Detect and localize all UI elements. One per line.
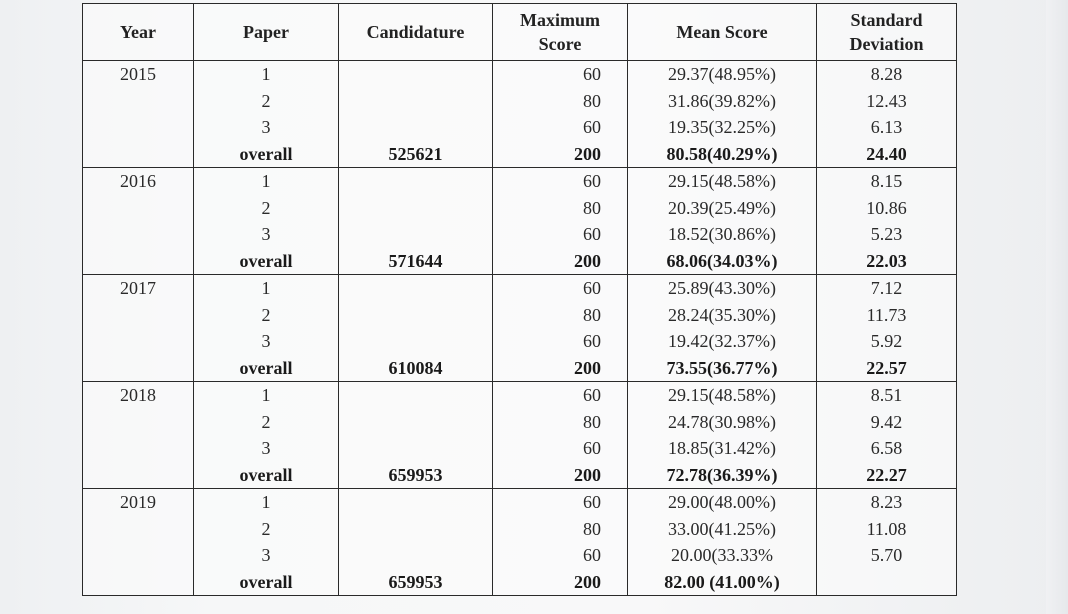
mean-score-value: 28.24(35.30%) (668, 304, 776, 325)
candidature-total: 610084 (388, 357, 443, 378)
paper-label-overall: overall (239, 250, 293, 271)
max-score-value: 60 (583, 117, 601, 137)
candidature-value (339, 302, 492, 329)
paper-label: 2 (261, 518, 271, 539)
year-label: 2016 (120, 171, 156, 191)
max-score-value: 80 (583, 411, 601, 432)
paper-label: 1 (261, 385, 271, 405)
max-score-cell (493, 275, 628, 382)
max-score-value: 60 (583, 331, 601, 351)
mean-score-cell (628, 489, 817, 596)
paper-cell (194, 382, 339, 489)
paper-cell (194, 489, 339, 596)
sd-total: 22.57 (866, 357, 907, 378)
sd-cell (817, 275, 957, 382)
candidature-value (339, 221, 492, 248)
mean-score-value: 20.00(33.33% (671, 545, 773, 565)
paper-label: 2 (261, 197, 271, 218)
max-score-cell (493, 61, 628, 168)
candidature-value (339, 435, 492, 462)
max-score-value: 60 (583, 278, 601, 298)
year-label: 2019 (120, 492, 156, 512)
year-group-2018 (83, 382, 957, 489)
header-mean-score: Mean Score (628, 4, 817, 61)
sd-value: 9.42 (870, 411, 903, 432)
mean-score-cell (628, 168, 817, 275)
year-cell (83, 61, 194, 168)
candidature-value (339, 328, 492, 355)
candidature-total: 571644 (388, 250, 443, 271)
header-sd-line2: Deviation (849, 34, 924, 54)
mean-score-total: 68.06(34.03%) (666, 250, 778, 271)
header-candidature: Candidature (339, 4, 493, 61)
sd-cell (817, 489, 957, 596)
candidature-cell (339, 489, 493, 596)
mean-score-value: 33.00(41.25%) (668, 518, 776, 539)
candidature-value (339, 168, 492, 195)
candidature-value (339, 114, 492, 141)
year-group-2017 (83, 275, 957, 382)
paper-label: 2 (261, 411, 271, 432)
sd-value: 6.13 (870, 117, 903, 137)
mean-score-total: 82.00 (41.00%) (664, 571, 780, 592)
max-score-value: 80 (583, 197, 601, 218)
mean-score-total: 80.58(40.29%) (666, 143, 778, 164)
max-score-value: 60 (583, 385, 601, 405)
paper-label: 3 (261, 224, 271, 244)
paper-label: 2 (261, 304, 271, 325)
mean-score-value: 18.52(30.86%) (668, 224, 776, 244)
paper-label-overall: overall (239, 571, 293, 592)
max-score-value: 60 (583, 492, 601, 512)
max-score-cell (493, 168, 628, 275)
mean-score-cell (628, 275, 817, 382)
candidature-cell (339, 168, 493, 275)
exam-statistics-table (82, 3, 957, 596)
mean-score-value: 19.35(32.25%) (668, 117, 776, 137)
sd-value: 11.73 (866, 304, 907, 325)
max-score-value: 60 (583, 64, 601, 84)
max-score-value: 60 (583, 171, 601, 191)
paper-label-overall: overall (239, 143, 293, 164)
paper-label: 3 (261, 117, 271, 137)
sd-value: 10.86 (866, 197, 907, 218)
mean-score-value: 29.15(48.58%) (668, 171, 776, 191)
sd-cell (817, 382, 957, 489)
candidature-value (339, 382, 492, 409)
max-score-total: 200 (574, 464, 601, 485)
sd-total: 24.40 (866, 143, 907, 164)
max-score-value: 60 (583, 545, 601, 565)
candidature-value (339, 489, 492, 516)
year-cell (83, 168, 194, 275)
paper-label-overall: overall (239, 464, 293, 485)
sd-total (817, 569, 956, 596)
sd-total: 22.03 (866, 250, 907, 271)
header-sd-line1: Standard (850, 10, 923, 30)
max-score-total: 200 (574, 571, 601, 592)
table-row (83, 168, 957, 275)
table-row (83, 61, 957, 168)
sd-total: 22.27 (866, 464, 907, 485)
sd-value: 8.23 (870, 492, 903, 512)
mean-score-total: 72.78(36.39%) (666, 464, 778, 485)
mean-score-value: 29.00(48.00%) (668, 492, 776, 512)
year-label: 2017 (120, 278, 156, 298)
year-cell (83, 489, 194, 596)
max-score-cell (493, 382, 628, 489)
sd-value: 6.58 (870, 438, 903, 458)
mean-score-value: 19.42(32.37%) (668, 331, 776, 351)
max-score-value: 80 (583, 90, 601, 111)
paper-label: 1 (261, 278, 271, 298)
paper-cell (194, 61, 339, 168)
paper-cell (194, 275, 339, 382)
sd-value: 8.15 (870, 171, 903, 191)
candidature-cell (339, 275, 493, 382)
candidature-value (339, 542, 492, 569)
header-maximum-score (493, 4, 628, 61)
header-maximum-score-line2: Score (538, 34, 582, 54)
paper-cell (194, 168, 339, 275)
page-edge-shadow (1046, 0, 1068, 614)
table-row (83, 275, 957, 382)
mean-score-total: 73.55(36.77%) (666, 357, 778, 378)
max-score-value: 60 (583, 438, 601, 458)
paper-label: 3 (261, 331, 271, 351)
sd-cell (817, 61, 957, 168)
candidature-cell (339, 382, 493, 489)
candidature-total: 659953 (388, 464, 443, 485)
year-group-2019 (83, 489, 957, 596)
candidature-value (339, 61, 492, 88)
mean-score-value: 29.37(48.95%) (668, 64, 776, 84)
max-score-total: 200 (574, 250, 601, 271)
header-paper: Paper (194, 4, 339, 61)
max-score-value: 80 (583, 304, 601, 325)
mean-score-value: 25.89(43.30%) (668, 278, 776, 298)
table-header (83, 4, 957, 61)
sd-cell (817, 168, 957, 275)
table-row (83, 489, 957, 596)
table-row (83, 382, 957, 489)
max-score-total: 200 (574, 143, 601, 164)
sd-value: 8.28 (870, 64, 903, 84)
mean-score-value: 18.85(31.42%) (668, 438, 776, 458)
sd-value: 12.43 (866, 90, 907, 111)
sd-value: 5.92 (870, 331, 903, 351)
mean-score-value: 31.86(39.82%) (668, 90, 776, 111)
mean-score-value: 24.78(30.98%) (668, 411, 776, 432)
sd-value: 11.08 (866, 518, 907, 539)
year-group-2016 (83, 168, 957, 275)
year-group-2015 (83, 61, 957, 168)
paper-label-overall: overall (239, 357, 293, 378)
paper-label: 2 (261, 90, 271, 111)
candidature-total: 659953 (388, 571, 443, 592)
candidature-total: 525621 (388, 143, 443, 164)
year-cell (83, 275, 194, 382)
candidature-cell (339, 61, 493, 168)
sd-value: 5.23 (870, 224, 903, 244)
candidature-value (339, 409, 492, 436)
paper-label: 3 (261, 545, 271, 565)
paper-label: 1 (261, 492, 271, 512)
mean-score-value: 29.15(48.58%) (668, 385, 776, 405)
paper-label: 1 (261, 64, 271, 84)
year-label: 2015 (120, 64, 156, 84)
candidature-value (339, 516, 492, 543)
mean-score-value: 20.39(25.49%) (668, 197, 776, 218)
max-score-value: 60 (583, 224, 601, 244)
sd-value: 7.12 (870, 278, 903, 298)
candidature-value (339, 88, 492, 115)
max-score-total: 200 (574, 357, 601, 378)
candidature-value (339, 275, 492, 302)
header-standard-deviation (817, 4, 957, 61)
sd-value: 5.70 (870, 545, 903, 565)
header-maximum-score-line1: Maximum (520, 10, 600, 30)
header-year: Year (83, 4, 194, 61)
mean-score-cell (628, 61, 817, 168)
mean-score-cell (628, 382, 817, 489)
year-label: 2018 (120, 385, 156, 405)
max-score-cell (493, 489, 628, 596)
sd-value: 8.51 (870, 385, 903, 405)
year-cell (83, 382, 194, 489)
header-row (83, 4, 957, 61)
max-score-value: 80 (583, 518, 601, 539)
paper-label: 3 (261, 438, 271, 458)
paper-label: 1 (261, 171, 271, 191)
candidature-value (339, 195, 492, 222)
